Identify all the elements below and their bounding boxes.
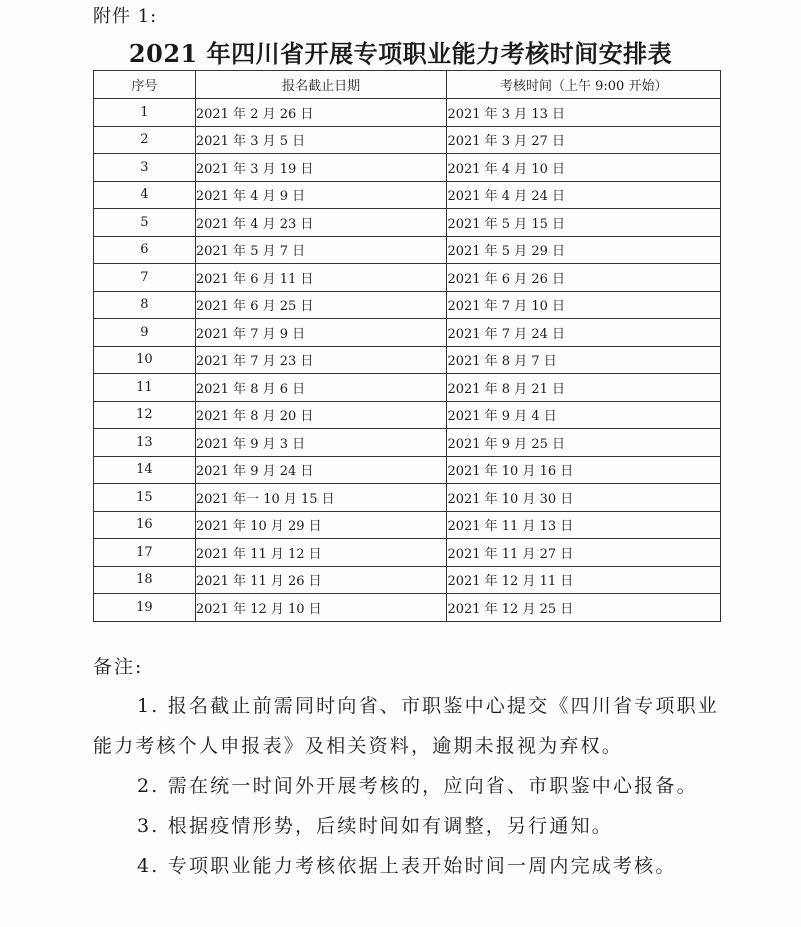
- exam-time-cell: 2021 年 6 月 26 日: [447, 264, 721, 292]
- remark-item-2: 2. 需在统一时间外开展考核的，应向省、市职鉴中心报备。: [137, 775, 698, 797]
- deadline-cell: 2021 年 4 月 23 日: [195, 209, 447, 237]
- seq-cell: 12: [94, 401, 196, 429]
- column-header-deadline: 报名截止日期: [195, 71, 447, 99]
- deadline-cell: 2021 年 10 月 29 日: [195, 511, 447, 539]
- seq-cell: 19: [94, 594, 196, 622]
- exam-time-cell: 2021 年 8 月 7 日: [447, 346, 721, 374]
- table-row: [94, 456, 721, 484]
- seq-cell: 10: [94, 346, 196, 374]
- seq-cell: 7: [94, 264, 196, 292]
- table-row: [94, 566, 721, 594]
- exam-time-cell: 2021 年 12 月 25 日: [447, 594, 721, 622]
- table-body: [94, 99, 721, 622]
- deadline-cell: 2021 年 9 月 3 日: [195, 429, 447, 457]
- table-row: [94, 539, 721, 567]
- remark-item-4: 4. 专项职业能力考核依据上表开始时间一周内完成考核。: [137, 855, 677, 877]
- table-row: [94, 154, 721, 182]
- column-header-seq: 序号: [94, 71, 196, 99]
- exam-time-cell: 2021 年 10 月 30 日: [447, 484, 721, 512]
- table-row: [94, 319, 721, 347]
- table-row: [94, 374, 721, 402]
- table-row: [94, 99, 721, 127]
- deadline-cell: 2021 年 8 月 6 日: [195, 374, 447, 402]
- seq-cell: 11: [94, 374, 196, 402]
- table-row: [94, 484, 721, 512]
- table-row: [94, 429, 721, 457]
- deadline-cell: 2021 年 3 月 19 日: [195, 154, 447, 182]
- table-row: [94, 209, 721, 237]
- seq-cell: 9: [94, 319, 196, 347]
- column-header-exam-time: 考核时间（上午 9:00 开始）: [447, 71, 721, 99]
- table-header-row: [94, 71, 721, 99]
- exam-time-cell: 2021 年 11 月 27 日: [447, 539, 721, 567]
- table-row: [94, 291, 721, 319]
- deadline-cell: 2021 年 4 月 9 日: [195, 181, 447, 209]
- table-row: [94, 236, 721, 264]
- table-row: [94, 346, 721, 374]
- exam-time-cell: 2021 年 3 月 13 日: [447, 99, 721, 127]
- remarks-label: 备注:: [93, 656, 144, 678]
- seq-cell: 5: [94, 209, 196, 237]
- exam-time-cell: 2021 年 4 月 24 日: [447, 181, 721, 209]
- deadline-cell: 2021 年 3 月 5 日: [195, 126, 447, 154]
- seq-cell: 16: [94, 511, 196, 539]
- table-row: [94, 594, 721, 622]
- exam-time-cell: 2021 年 9 月 4 日: [447, 401, 721, 429]
- table-row: [94, 264, 721, 292]
- deadline-cell: 2021 年 12 月 10 日: [195, 594, 447, 622]
- deadline-cell: 2021 年 7 月 9 日: [195, 319, 447, 347]
- seq-cell: 14: [94, 456, 196, 484]
- deadline-cell: 2021 年 2 月 26 日: [195, 99, 447, 127]
- seq-cell: 4: [94, 181, 196, 209]
- exam-time-cell: 2021 年 3 月 27 日: [447, 126, 721, 154]
- seq-cell: 18: [94, 566, 196, 594]
- deadline-cell: 2021 年 7 月 23 日: [195, 346, 447, 374]
- exam-time-cell: 2021 年 10 月 16 日: [447, 456, 721, 484]
- deadline-cell: 2021 年 5 月 7 日: [195, 236, 447, 264]
- seq-cell: 1: [94, 99, 196, 127]
- deadline-cell: 2021 年 11 月 26 日: [195, 566, 447, 594]
- table-row: [94, 126, 721, 154]
- deadline-cell: 2021 年 9 月 24 日: [195, 456, 447, 484]
- seq-cell: 3: [94, 154, 196, 182]
- deadline-cell: 2021 年一 10 月 15 日: [195, 484, 447, 512]
- seq-cell: 2: [94, 126, 196, 154]
- exam-time-cell: 2021 年 4 月 10 日: [447, 154, 721, 182]
- exam-time-cell: 2021 年 5 月 29 日: [447, 236, 721, 264]
- seq-cell: 6: [94, 236, 196, 264]
- remark-item-3: 3. 根据疫情形势，后续时间如有调整，另行通知。: [137, 815, 613, 837]
- exam-time-cell: 2021 年 12 月 11 日: [447, 566, 721, 594]
- table-row: [94, 511, 721, 539]
- exam-time-cell: 2021 年 8 月 21 日: [447, 374, 721, 402]
- table-row: [94, 181, 721, 209]
- table-row: [94, 401, 721, 429]
- deadline-cell: 2021 年 8 月 20 日: [195, 401, 447, 429]
- page-title: 2021 年四川省开展专项职业能力考核时间安排表: [128, 39, 673, 68]
- deadline-cell: 2021 年 6 月 11 日: [195, 264, 447, 292]
- deadline-cell: 2021 年 11 月 12 日: [195, 539, 447, 567]
- exam-time-cell: 2021 年 9 月 25 日: [447, 429, 721, 457]
- seq-cell: 8: [94, 291, 196, 319]
- seq-cell: 13: [94, 429, 196, 457]
- schedule-table: [93, 70, 721, 622]
- remark-item-1: 1. 报名截止前需同时向省、市职鉴中心提交《四川省专项职业能力考核个人申报表》及相关资料，逾期未报视为弃权。: [93, 695, 719, 757]
- exam-time-cell: 2021 年 7 月 10 日: [447, 291, 721, 319]
- attachment-label: 附件 1:: [93, 6, 158, 27]
- exam-time-cell: 2021 年 11 月 13 日: [447, 511, 721, 539]
- exam-time-cell: 2021 年 5 月 15 日: [447, 209, 721, 237]
- seq-cell: 17: [94, 539, 196, 567]
- exam-time-cell: 2021 年 7 月 24 日: [447, 319, 721, 347]
- seq-cell: 15: [94, 484, 196, 512]
- deadline-cell: 2021 年 6 月 25 日: [195, 291, 447, 319]
